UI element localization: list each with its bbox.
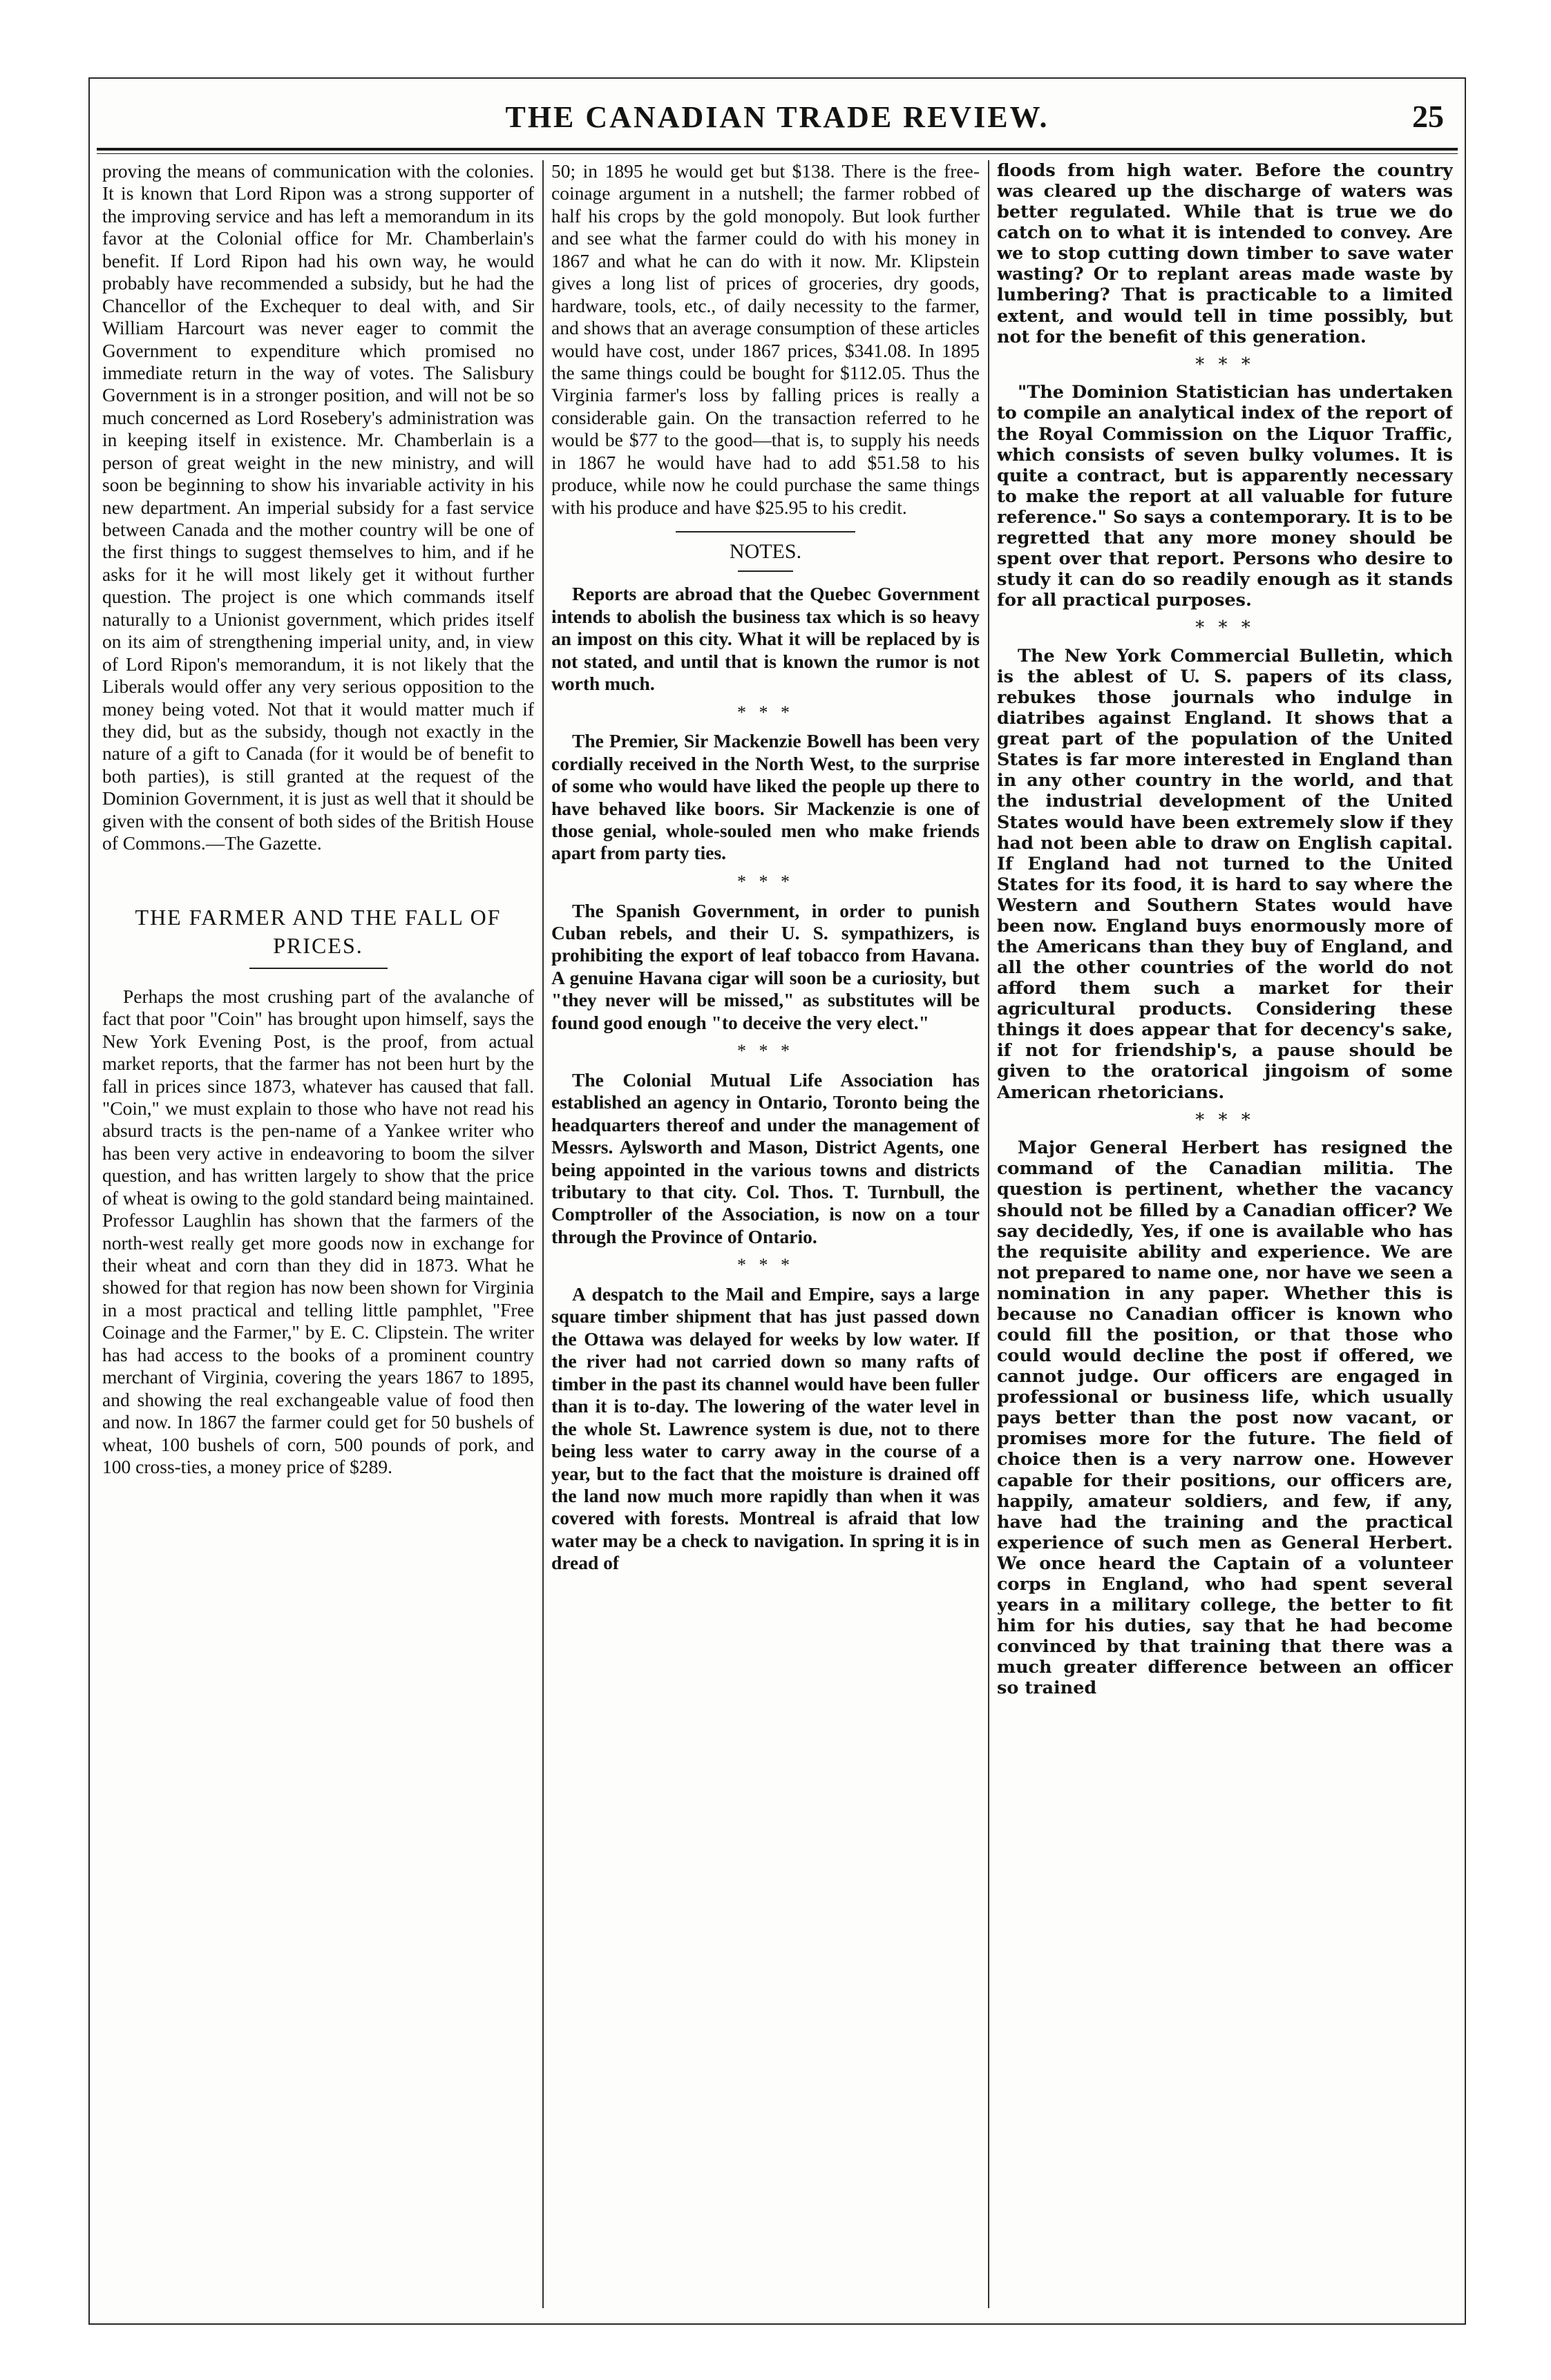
column-2 — [551, 160, 980, 2308]
page-number: 25 — [1412, 99, 1444, 134]
separator-stars: * * * — [1195, 1109, 1255, 1131]
column-3 — [997, 160, 1453, 2308]
separator-stars: * * * — [737, 702, 794, 722]
article-paragraph: 50; in 1895 he would get but $138. There is the free-coinage argument in a nutshell; the farmer robbed of half his crops by the gold monopoly. But look further and see what the farmer could do with his money in 1867 and what he can do with it now. Mr. Klipstein gives a long list of prices of groceries, dry goods, hardware, tools, etc., of daily necessity to the farmer, and shows that an average consumption of these articles would have cost, under 1867 prices, $341.08. In 1895 the same things could be bought for $112.05. Thus the Virginia farmer's loss by falling prices is really a considerable gain. On the transaction referred to he would be $77 to the good—that is, to supply his needs in 1867 he would have had to add $51.58 to his produce, while now he could purchase the same things with his produce and have $25.95 to his credit. — [551, 160, 980, 518]
note-paragraph: The Colonial Mutual Life Association has established an agency in Ontario, Toronto being the headquarters thereof and under the management of Messrs. Aylsworth and Mason, District Agents, one being appointed in the various towns and districts tributary to that city. Col. Thos. T. Turnbull, the Comptroller of the Association, is now on a tour through the Province of Ontario. — [551, 1068, 980, 1247]
note-paragraph: A despatch to the Mail and Empire, says a large square timber shipment that has just passed down the Ottawa was delayed for weeks by low water. If the river had not carried down so many rafts of timber in the past its channel would have been fuller than it is to-day. The lowering of the water level in the whole St. Lawrence system is due, not to there being less water to carry away in the course of a year, but to the fact that the moisture is drained off the land now much more rapidly than when it was covered with forests. Montreal is afraid that low water may be a check to navigation. In spring it is in dread of — [551, 1283, 980, 1574]
masthead: THE CANADIAN TRADE REVIEW. — [505, 100, 1049, 134]
separator-stars: * * * — [737, 1255, 794, 1276]
separator-stars: * * * — [1195, 617, 1255, 639]
column-1 — [102, 160, 534, 2308]
note-paragraph: "The Dominion Statistician has undertaken to compile an analytical index of the report of the Royal Commission on the Liquor Traffic, which consists of seven bulky volumes. It is quite a contract, but is apparently necessary to make the report at all valuable for future reference." So says a contemporary. It is to be regretted that any more money should be spent over that report. Persons who desire to study it can do so readily enough as it stands for all practical purposes. — [997, 382, 1453, 611]
separator-stars: * * * — [737, 1041, 794, 1062]
separator-stars: * * * — [737, 871, 794, 892]
section-rule — [676, 531, 855, 532]
note-paragraph: The Spanish Government, in order to punish Cuban rebels, and their U. S. sympathizers, is prohibiting the export of leaf tobacco from Havana. A genuine Havana cigar will soon be a curiosity, but "they never will be missed," as substitutes will be found good enough "to deceive the very elect." — [551, 899, 980, 1033]
title-rule — [249, 968, 388, 969]
newspaper-page — [88, 77, 1466, 2325]
note-paragraph: Reports are abroad that the Quebec Government intends to abolish the business tax which is so heavy an impost on this city. What it will be replaced by is not stated, and until that is known the rumor is not worth much. — [551, 583, 980, 695]
note-paragraph: floods from high water. Before the country was cleared up the discharge of waters was better regulated. While that is true we do catch on to what it is intended to convey. Are we to stop cutting down timber to save water wasting? Or to replant areas made waste by lumbering? That is practicable to a limited extent, and would tell in time possibly, but not for the benefit of this generation. — [997, 160, 1453, 347]
article-title: THE FARMER AND THE FALL OF PRICES. — [135, 904, 502, 959]
note-paragraph: The Premier, Sir Mackenzie Bowell has been very cordially received in the North West, to the surprise of some who would have liked the people up there to have behaved like boors. Sir Mackenzie is one of those genial, whole-souled men who make friends apart from party ties. — [551, 730, 980, 864]
separator-stars: * * * — [1195, 354, 1255, 375]
article-paragraph: Perhaps the most crushing part of the avalanche of fact that poor "Coin" has brought upon himself, says the New York Evening Post, is the proof, from actual market reports, that the farmer has not been hurt by the fall in prices since 1873, whatever has caused that fall. "Coin," we must explain to those who have not read his absurd tracts is the pen-name of a Yankee writer who has been very active in endeavoring to boom the silver question, and has written largely to show that the price of wheat is owing to the gold standard being maintained. Professor Laughlin has shown that the farmers of the north-west really get more goods now in exchange for their wheat and corn than they did in 1873. What he showed for that region has now been shown for Virginia in a most practical and telling little pamphlet, "Free Coinage and the Farmer," by E. C. Clipstein. The writer has had access to the books of a prominent country merchant of Virginia, covering the years 1867 to 1895, and showing the real exchangeable value of food then and now. In 1867 the farmer could get for 50 bushels of wheat, 100 bushels of corn, 500 pounds of pork, and 100 cross-ties, a money price of $289. — [102, 985, 534, 1477]
note-paragraph: The New York Commercial Bulletin, which is the ablest of U. S. papers of its class, rebukes those journals who indulge in diatribes against England. It shows that a great part of the population of the United States is far more interested in England than in any other country in the world, and that the industrial development of the United States would have been extremely slow if they had not been able to draw on English capital. If England had not turned to the United States for its food, it is hard to say where the Western and Southern States would have been now. England buys enormously more of the Americans than they buy of England, and all the other countries of the world do not afford them such a market for their agricultural products. Considering these things it does appear that for decency's sake, if not for friendship's, a pause should be given to the oratorical jingoism of some American rhetoricians. — [997, 645, 1453, 1103]
column-divider — [542, 160, 544, 2308]
article-paragraph: proving the means of communication with the colonies. It is known that Lord Ripon was a strong supporter of the improving service and has left a memorandum in its favor at the Colonial office for Mr. Chamberlain's benefit. If Lord Ripon had his own way, he would probably have recommended a subsidy, but he had the Chancellor of the Exchequer to deal with, and Sir William Harcourt was never eager to commit the Government to expenditure which promised no immediate return in the way of votes. The Salisbury Government is in a stronger position, and will not be so much concerned as Lord Rosebery's administration was in keeping itself in existence. Mr. Chamberlain is a person of great weight in the new ministry, and will soon be beginning to show his invariable activity in his new department. An imperial subsidy for a fast service between Canada and the mother country will be one of the first things to suggest themselves to him, and if he asks for it he will most likely get it without further question. The project is one which commands itself naturally to a Unionist government, which prides itself on its aim of strengthening imperial unity, and, in view of Lord Ripon's memorandum, it is not likely that the Liberals would offer any very serious opposition to the money being voted. Not that it would matter much if they did, but as the subsidy, though not exactly in the nature of a gift to Canada (for it would be of benefit to both parties), is still granted at the request of the Dominion Government, it is just as well that it should be given with the consent of both sides of the British House of Commons.—The Gazette. — [102, 160, 534, 854]
header-rule — [97, 148, 1458, 154]
column-divider — [988, 160, 989, 2308]
note-paragraph: Major General Herbert has resigned the command of the Canadian militia. The question is pertinent, whether the vacancy should not be filled by a Canadian officer? We say decidedly, Yes, if one is available who has the requisite ability and experience. We are not prepared to name one, nor have we seen a nomination in any paper. Whether this is because no Canadian officer is known who could fill the position, or that those who could would decline the post if offered, we cannot judge. Our officers are engaged in professional or business life, which usually pays better than the post now vacant, or promises more for the future. The field of choice then is a very narrow one. However capable for their positions, our officers are, happily, amateur soldiers, and few, if any, have had the training and the practical experience of such men as General Herbert. We once heard the Captain of a volunteer corps in England, who had spent several years in a military college, the better to fit him for his duties, say that he had become convinced by that training that there was a much greater difference between an officer so trained — [997, 1138, 1453, 1699]
notes-rule — [738, 570, 793, 572]
notes-heading: NOTES. — [729, 540, 802, 563]
